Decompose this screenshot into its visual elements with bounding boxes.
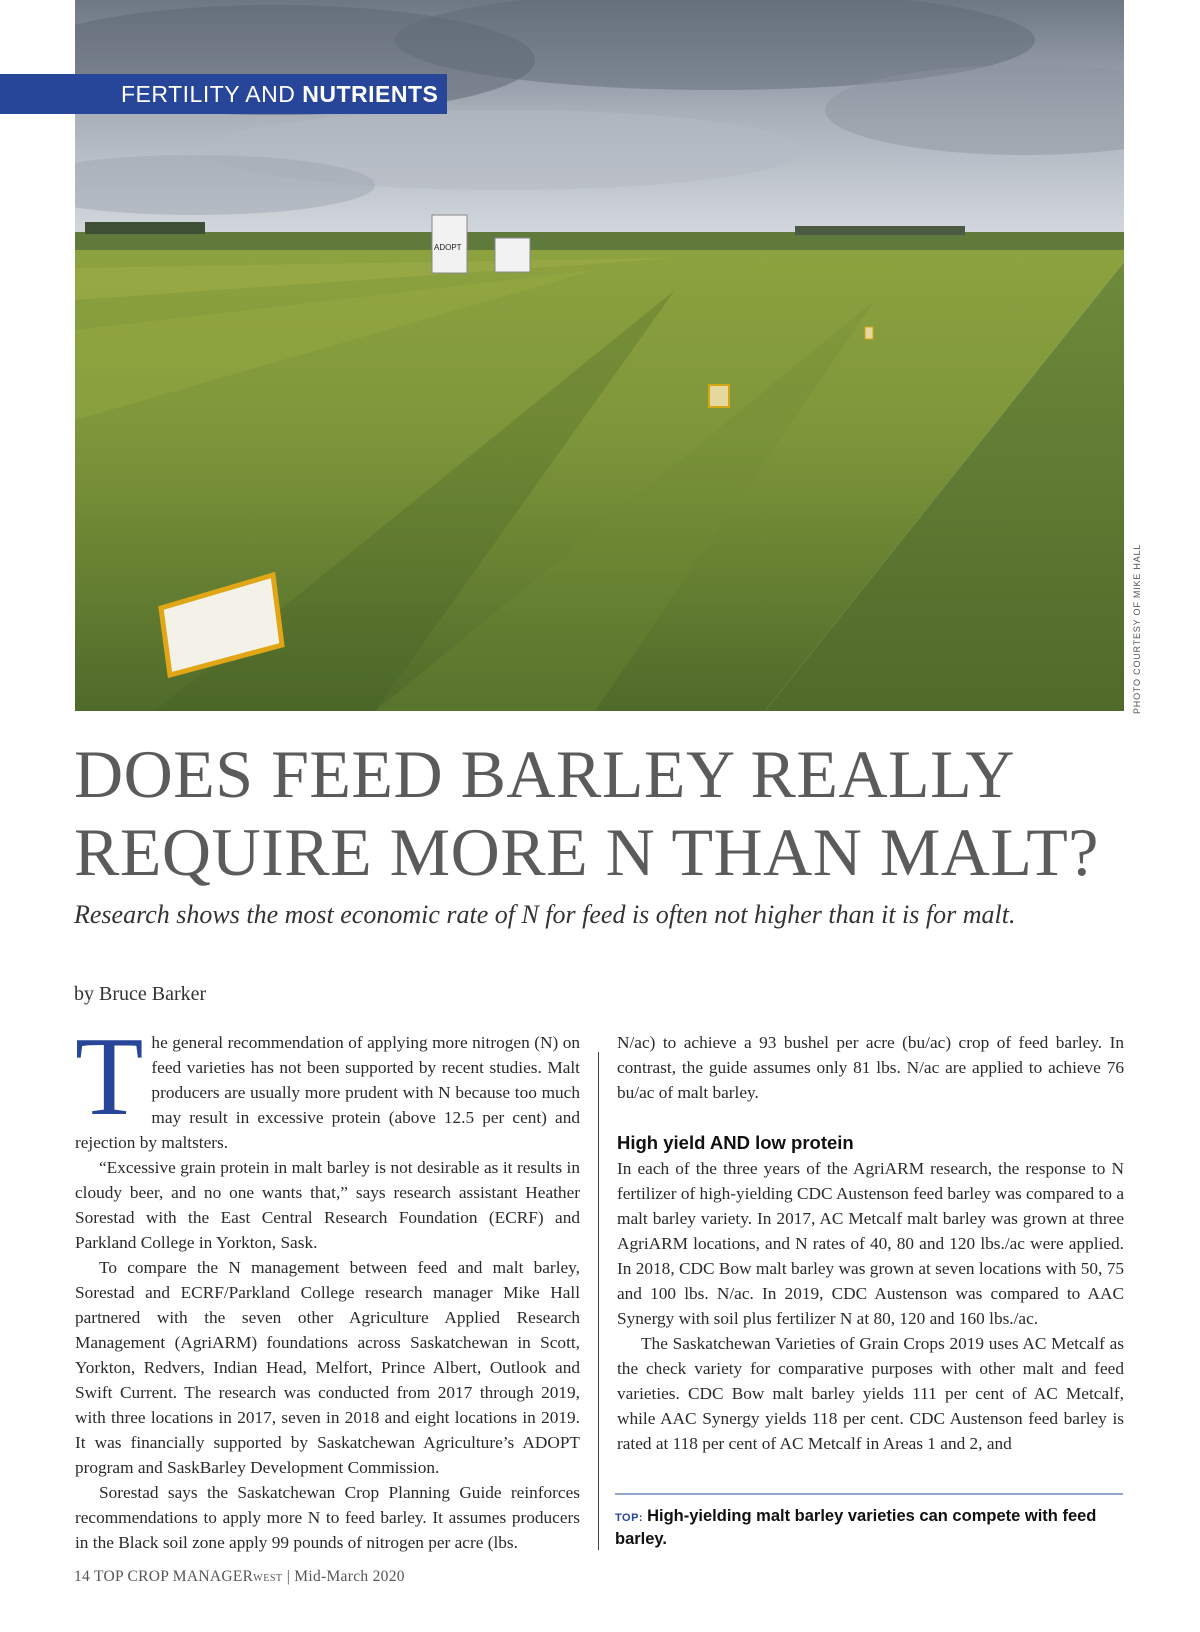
subhead: High yield AND low protein [617,1132,854,1153]
body-paragraph: In each of the three years of the AgriARM research, the response to N fertilizer of high-yielding CDC Austenson feed barley was compared to a malt barley variety. In 2017, AC Metcalf malt barley was grown at three AgriARM locations, and N rates of 40, 80 and 120 lbs./ac were applied. In 2018, CDC Bow malt barley was grown at seven locations with 50, 75 and 100 lbs. N/ac. In 2019, CDC Austenson was compared to AAC Synergy with soil plus fertilizer N at 80, 120 and 160 lbs./ac. [617,1159,1124,1328]
body-paragraph: Sorestad says the Saskatchewan Crop Planning Guide reinforces recommendations to apply more N to feed barley. It assumes producers in the Black soil zone apply 99 pounds of nitrogen per acre (lbs. [75,1483,580,1552]
magazine-edition: WEST [253,1573,283,1584]
body-column-left [75,1015,580,1555]
body-column-right [617,1030,1124,1456]
headline-line-2: REQUIRE MORE N THAN MALT? [74,814,1099,890]
column-divider [598,1052,599,1550]
photo-caption [615,1506,1130,1550]
sign-label-adopt: ADOPT [434,243,462,252]
page-number: 14 [74,1568,91,1585]
caption-rule [615,1493,1123,1495]
issue-date: | Mid-March 2020 [286,1568,405,1585]
caption-tag: TOP: [615,1512,644,1524]
headline [74,735,1134,891]
body-paragraph: N/ac) to achieve a 93 bushel per acre (bu/ac) crop of feed barley. In contrast, the guide assumes only 81 lbs. N/ac are applied to achieve 76 bu/ac of malt barley. [617,1033,1124,1102]
section-banner [0,74,447,114]
body-paragraph: “Excessive grain protein in malt barley is not desirable as it results in cloudy beer, and no one wants that,” says research assistant Heather Sorestad with the East Central Research Foundation (ECRF) and Parkland College in Yorkton, Sask. [75,1158,580,1252]
headline-line-1: DOES FEED BARLEY REALLY [74,736,1015,812]
deck: Research shows the most economic rate of N for feed is often not higher than it is for malt. [74,900,1016,929]
magazine-name: TOP CROP MANAGER [94,1568,254,1585]
body-paragraph: The general recommendation of applying more nitrogen (N) on feed varieties has not been supported by recent studies. Malt producers are usually more prudent with N because too much may result in excessive protein (above 12.5 per cent) and rejection by maltsters. [75,1015,580,1152]
byline: by Bruce Barker [74,983,207,1005]
page-footer [74,1568,405,1586]
caption-text: High-yielding malt barley varieties can compete with feed barley. [615,1507,1097,1548]
drop-cap: T [75,1015,144,1139]
photo-credit: PHOTO COURTESY OF MIKE HALL [1132,543,1142,714]
body-paragraph: The Saskatchewan Varieties of Grain Crops 2019 uses AC Metcalf as the check variety for comparative purposes with other malt and feed varieties. CDC Bow malt barley yields 111 per cent of AC Metcalf, while AAC Synergy yields 118 per cent. CDC Austenson feed barley is rated at 118 per cent of AC Metcalf in Areas 1 and 2, and [617,1334,1124,1453]
body-paragraph: To compare the N management between feed and malt barley, Sorestad and ECRF/Parkland College research manager Mike Hall partnered with the seven other Agriculture Applied Research Management (AgriARM) foundations across Saskatchewan in Scott, Yorkton, Redvers, Indian Head, Melfort, Prince Albert, Outlook and Swift Current. The research was conducted from 2017 through 2019, with three locations in 2017, seven in 2018 and eight locations in 2019. It was financially supported by Saskatchewan Agriculture’s ADOPT program and SaskBarley Development Commission. [75,1258,580,1477]
section-label: FERTILITY AND NUTRIENTS [121,81,439,107]
